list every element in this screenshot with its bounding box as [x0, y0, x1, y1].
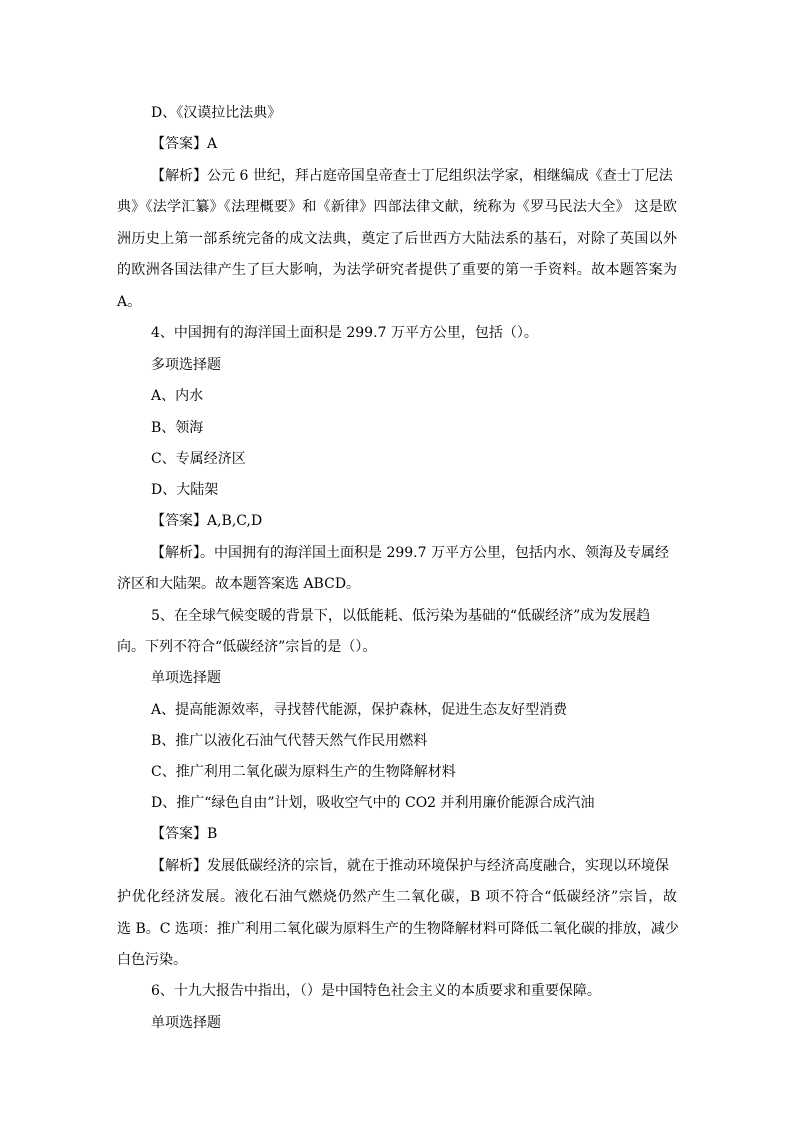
q5-question-line-2: 向。下列不符合“低碳经济”宗旨的是（）。	[117, 639, 377, 655]
q6-question: 6、十九大报告中指出，（）是中国特色社会主义的本质要求和重要保障。	[151, 983, 601, 999]
q3-analysis-line-4: 的欧洲各国法律产生了巨大影响，为法学研究者提供了重要的第一手资料。故本题答案为	[117, 262, 677, 278]
q4-question: 4、中国拥有的海洋国土面积是 299.7 万平方公里，包括（）。	[151, 325, 538, 341]
q4-answer: 【答案】A,B,C,D	[151, 513, 263, 529]
q4-option-c: C、专属经济区	[151, 451, 246, 467]
q5-option-d: D、推广“绿色自由”计划，吸收空气中的 CO2 并利用廉价能源合成汽油	[151, 795, 595, 811]
q3-analysis-line-2: 典》《法学汇纂》《法理概要》和《新律》四部法律文献，统称为《罗马民法大全》 这是欧	[117, 199, 677, 215]
q3-analysis-line-5: A。	[117, 294, 142, 310]
q3-analysis-line-3: 洲历史上第一部系统完备的成文法典，奠定了后世西方大陆法系的基石，对除了英国以外	[117, 231, 677, 247]
q5-analysis-line-1: 【解析】发展低碳经济的宗旨，就在于推动环境保护与经济高度融合，实现以环境保	[151, 858, 669, 874]
q4-type: 多项选择题	[151, 357, 221, 373]
q4-option-d: D、大陆架	[151, 482, 219, 498]
q3-analysis-line-1: 【解析】公元 6 世纪，拜占庭帝国皇帝查士丁尼组织法学家，相继编成《查士丁尼法	[151, 168, 673, 184]
q5-analysis-line-2: 护优化经济发展。液化石油气燃烧仍然产生二氧化碳，B 项不符合“低碳经济”宗旨，故	[117, 889, 677, 905]
q6-type: 单项选择题	[151, 1015, 221, 1031]
q5-option-c: C、推广利用二氧化碳为原料生产的生物降解材料	[151, 764, 456, 780]
q4-option-a: A、内水	[151, 388, 204, 404]
q5-type: 单项选择题	[151, 670, 221, 686]
q4-analysis-line-2: 济区和大陆架。故本题答案选 ABCD。	[117, 576, 361, 592]
q5-question-line-1: 5、在全球气候变暖的背景下，以低能耗、低污染为基础的“低碳经济”成为发展趋	[151, 608, 651, 624]
q5-answer: 【答案】B	[151, 826, 218, 842]
q5-option-b: B、推广以液化石油气代替天然气作民用燃料	[151, 733, 428, 749]
q3-answer: 【答案】A	[151, 136, 218, 152]
q4-analysis-line-1: 【解析】。中国拥有的海洋国土面积是 299.7 万平方公里，包括内水、领海及专属经	[151, 545, 669, 561]
q3-option-d: D、《汉谟拉比法典》	[151, 105, 282, 121]
q4-option-b: B、领海	[151, 420, 204, 436]
q5-analysis-line-3: 选 B。C 选项：推广利用二氧化碳为原料生产的生物降解材料可降低二氧化碳的排放，减少	[117, 921, 679, 937]
q5-option-a: A、提高能源效率，寻找替代能源，保护森林，促进生态友好型消费	[151, 702, 568, 718]
q5-analysis-line-4: 白色污染。	[117, 952, 187, 968]
